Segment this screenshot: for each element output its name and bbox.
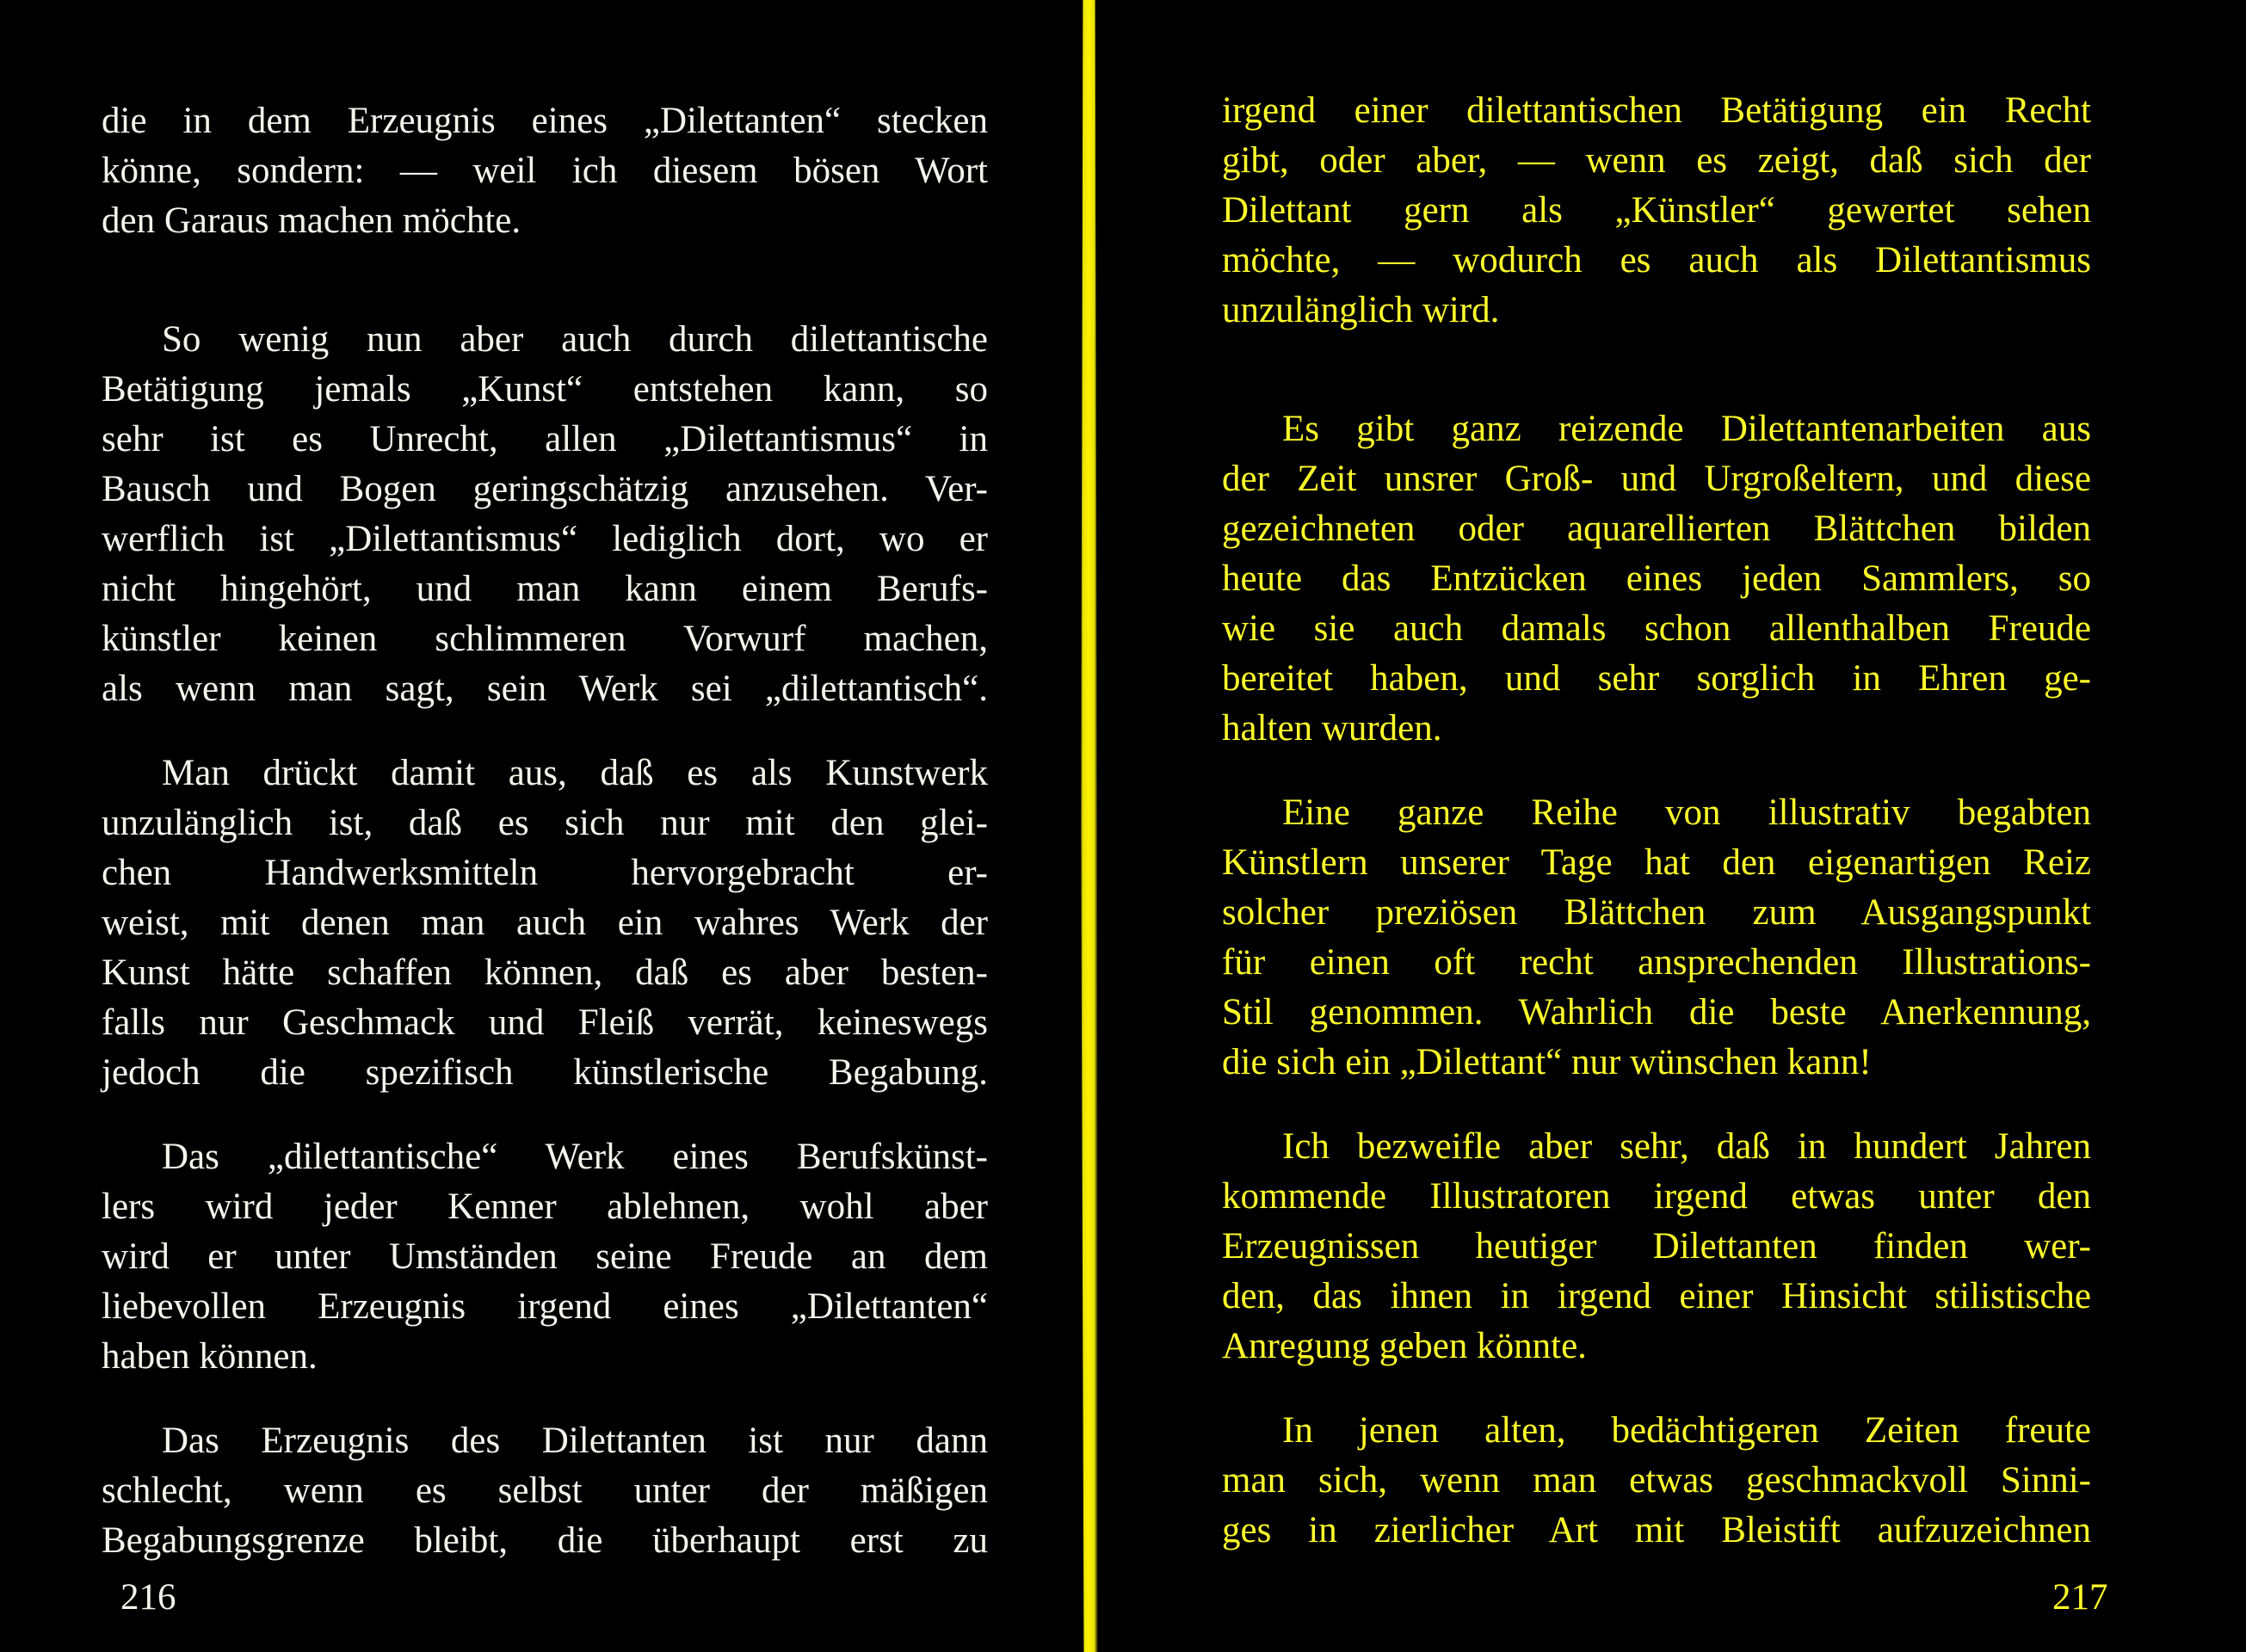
text-line: Eine ganze Reihe von illustrativ begabten	[1282, 792, 2091, 833]
text-line: den, das ihnen in irgend einer Hinsicht stilistische	[1222, 1276, 2091, 1316]
text-line: lers wird jeder Kenner ablehnen, wohl aber	[102, 1187, 988, 1227]
text-line: bereitet haben, und sehr sorglich in Ehren ge-	[1222, 658, 2091, 699]
text-line: ges in zierlicher Art mit Bleistift aufzuzeichnen	[1222, 1510, 2091, 1550]
text-line: Man drückt damit aus, daß es als Kunstwerk	[162, 753, 988, 793]
text-line: den Garaus machen möchte.	[102, 200, 521, 241]
text-line: falls nur Geschmack und Fleiß verrät, keineswegs	[102, 1002, 988, 1043]
text-line: Künstlern unserer Tage hat den eigenartigen Reiz	[1222, 842, 2091, 883]
page-number-left: 216	[120, 1577, 176, 1618]
text-line: gibt, oder aber, — wenn es zeigt, daß sich der	[1222, 140, 2091, 181]
right-paragraph-5	[1222, 1406, 2091, 1556]
right-paragraph-2	[1222, 404, 2091, 754]
right-paragraph-3	[1222, 788, 2091, 1088]
text-line: wie sie auch damals schon allenthalben Freude	[1222, 608, 2091, 649]
text-line: werflich ist „Dilettantismus“ lediglich dort, wo er	[102, 519, 988, 559]
text-line: für einen oft recht ansprechenden Illustrations-	[1222, 942, 2091, 983]
text-line: Ich bezweifle aber sehr, daß in hundert Jahren	[1282, 1126, 2091, 1167]
left-paragraph-1	[102, 96, 988, 246]
left-page-text	[102, 96, 988, 1566]
text-line: solcher preziösen Blättchen zum Ausgangspunkt	[1222, 892, 2091, 933]
text-line: die in dem Erzeugnis eines „Dilettanten“ stecken	[102, 101, 988, 141]
text-line: irgend einer dilettantischen Betätigung ein Recht	[1222, 90, 2091, 131]
text-line: unzulänglich ist, daß es sich nur mit den glei-	[102, 803, 988, 843]
text-line: Dilettant gern als „Künstler“ gewertet sehen	[1222, 190, 2091, 231]
text-line: chen Handwerksmitteln hervorgebracht er-	[102, 853, 988, 893]
left-paragraph-5	[102, 1416, 988, 1566]
text-line: schlecht, wenn es selbst unter der mäßigen	[102, 1470, 988, 1511]
left-page	[0, 0, 1086, 1652]
text-line: möchte, — wodurch es auch als Dilettantismus	[1222, 240, 2091, 280]
text-line: haben können.	[102, 1336, 318, 1377]
text-line: die sich ein „Dilettant“ nur wünschen kann!	[1222, 1042, 1872, 1082]
text-line: Begabungsgrenze bleibt, die überhaupt erst zu	[102, 1520, 988, 1561]
right-page-text	[1222, 86, 2091, 1556]
text-line: jedoch die spezifisch künstlerische Begabung.	[102, 1052, 988, 1093]
text-line: Es gibt ganz reizende Dilettantenarbeiten aus	[1282, 409, 2091, 449]
text-line: weist, mit denen man auch ein wahres Werk der	[102, 903, 988, 943]
text-line: als wenn man sagt, sein Werk sei „dilettantisch“.	[102, 669, 988, 709]
text-line: Kunst hätte schaffen können, daß es aber besten-	[102, 952, 988, 993]
text-line: heute das Entzücken eines jeden Sammlers, so	[1222, 558, 2091, 599]
text-line: gezeichneten oder aquarellierten Blättchen bilden	[1222, 509, 2091, 549]
text-line: Das Erzeugnis des Dilettanten ist nur dann	[162, 1421, 988, 1461]
text-line: man sich, wenn man etwas geschmackvoll Sinni-	[1222, 1460, 2091, 1501]
left-paragraph-2	[102, 315, 988, 714]
text-line: Bausch und Bogen geringschätzig anzusehen. Ver-	[102, 469, 988, 509]
text-line: der Zeit unsrer Groß- und Urgroßeltern, und diese	[1222, 459, 2091, 499]
text-line: kommende Illustratoren irgend etwas unter den	[1222, 1176, 2091, 1217]
text-line: So wenig nun aber auch durch dilettantische	[162, 319, 988, 360]
text-line: halten wurden.	[1222, 708, 1442, 749]
text-line: Das „dilettantische“ Werk eines Berufskünst-	[162, 1137, 988, 1177]
text-line: künstler keinen schlimmeren Vorwurf machen,	[102, 619, 988, 659]
left-paragraph-3	[102, 749, 988, 1098]
right-paragraph-1	[1222, 86, 2091, 336]
text-line: In jenen alten, bedächtigeren Zeiten freute	[1282, 1410, 2091, 1451]
text-line: Betätigung jemals „Kunst“ entstehen kann, so	[102, 369, 988, 410]
text-line: Anregung geben könnte.	[1222, 1326, 1587, 1366]
text-line: Stil genommen. Wahrlich die beste Anerkennung,	[1222, 992, 2091, 1032]
page-number-right: 217	[2052, 1577, 2108, 1618]
text-line: Erzeugnissen heutiger Dilettanten finden wer-	[1222, 1226, 2091, 1267]
right-paragraph-4	[1222, 1122, 2091, 1372]
text-line: könne, sondern: — weil ich diesem bösen Wort	[102, 151, 988, 191]
text-line: sehr ist es Unrecht, allen „Dilettantismus“ in	[102, 419, 988, 459]
text-line: wird er unter Umständen seine Freude an dem	[102, 1236, 988, 1277]
text-line: unzulänglich wird.	[1222, 290, 1500, 330]
text-line: nicht hingehört, und man kann einem Berufs-	[102, 569, 988, 609]
left-paragraph-4	[102, 1132, 988, 1382]
text-line: liebevollen Erzeugnis irgend eines „Dilettanten“	[102, 1286, 988, 1327]
